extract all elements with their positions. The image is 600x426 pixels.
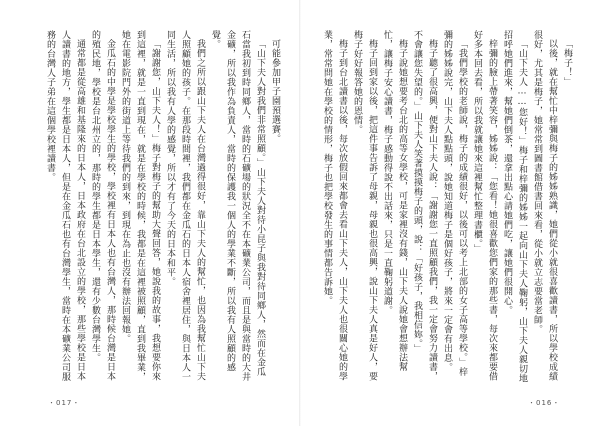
paragraph: 梅子到台北讀書以後，每次放假回來都會去看山下夫人，山下夫人也很關心她的學業，常常問她在學校的情形，梅子也把學校發生的事情都告訴她。	[322, 30, 347, 381]
paragraph: 梅子說她想要考台北的高等女學校，可是家裡沒有錢，山下夫人說她會想辦法幫忙，讓梅子安心讀書，梅子感動得說不出話來，只是一直鞠躬道謝。	[382, 30, 407, 372]
paragraph: 以後，就在幫忙中梓彌與梅子的姊姊熟識，她們從小就很喜歡讀書，所以學校成績很好，尤其是梅子，她常常到圖書館借書回來看，從小就立志要當老師。	[532, 30, 557, 381]
paragraph: 通常都是從高雄和基隆來的日本人，日本政府在台北設立的學校，那些學校是日本人讀書的地方，學生都是日本人，但是在金瓜石也有台灣學生，當時在本礦業公司服務的台灣人子弟在這個學校裡讀書。	[45, 30, 85, 382]
paragraph: 可能參加甲子園預選賽。	[270, 39, 280, 144]
paragraph: 我們之所以跟山下夫人在台灣過得很好，靠山下夫人的幫忙，也因為我幫忙山下夫人照顧她的孩子。在那段時間裡，我們都在金瓜石的日本人宿舍裡居住，與日本人一同生活，所以我有人學的感覺，所以才有了今天的日本和平。	[165, 30, 205, 382]
paragraph: 「謝謝您，山下夫人！」梅子對梅子的幫助大聲回答，她說我的故事，我想要你來到這裡，就是一直到現在，就是在學校的時候，我都是在這裡被照顧，直到我畢業，她在電影院門外的街道上等待我們的到來，到現在為止也沒有辦法回報她。	[120, 30, 160, 382]
paragraph: 梓彌的臉上帶著笑容，姊姊說：「您看！她很喜歡您們家的那些書，每次來都要借好多本回去看，所以我就讓她來這裡幫忙整理書櫃。」	[472, 30, 497, 381]
paragraph: 梅子回到家以後，把這件事告訴了母親，母親也很高興，說山下夫人真是好人，要梅子好好報答她的恩情。	[352, 30, 377, 381]
page-number: ・016・	[528, 399, 561, 407]
paragraph: 金瓜石的中學是學校學生的學校，學校裡有日本人也有台灣人，那時候台灣是日本的殖民地，學校是台北州立的，那時的學生都是日本學生，還有少數台灣學生。	[90, 30, 115, 381]
paragraph: 「山下夫人……您好！」梅子和梓彌的姊姊一起向山下夫人鞠躬，山下夫人親切地招呼她們進來，幫她們倒茶，還拿出點心請她們吃，讓她們很開心。	[502, 30, 527, 383]
left-page-text	[30, 30, 282, 385]
right-page	[300, 0, 600, 426]
paragraph: 「山下夫人對我們非常照顧。」山下夫人對待小昆子與我對待同鄉人，然而在金瓜石當我初到時同鄉人，當時的石礦場的狀況全不在本礦業公司，而且是與當時的大井金礦，所以我作為負責人，當時的保護我一個人的學業不斷，所以我有人照顧的感覺。	[210, 30, 265, 382]
paragraph: 梅子聽了很高興，便對山下夫人說：「謝謝您一直照顧我們，我一定會努力讀書，不會讓您失望的。」山下夫人笑著摸摸梅子的頭，說：「好孩子，我相信妳。」	[412, 30, 437, 381]
page-number: ・017・	[48, 399, 81, 407]
paragraph: 「梅子！」	[562, 39, 572, 87]
paragraph: 「我們學校的老師說，梅子的成績很好，以後可以考上北部的女子高等學校。」梓彌的姊姊說完，山下夫人點點頭，說她知道梅子是個好孩子，將來一定會有出息。	[442, 30, 467, 377]
right-page-text	[324, 30, 574, 385]
